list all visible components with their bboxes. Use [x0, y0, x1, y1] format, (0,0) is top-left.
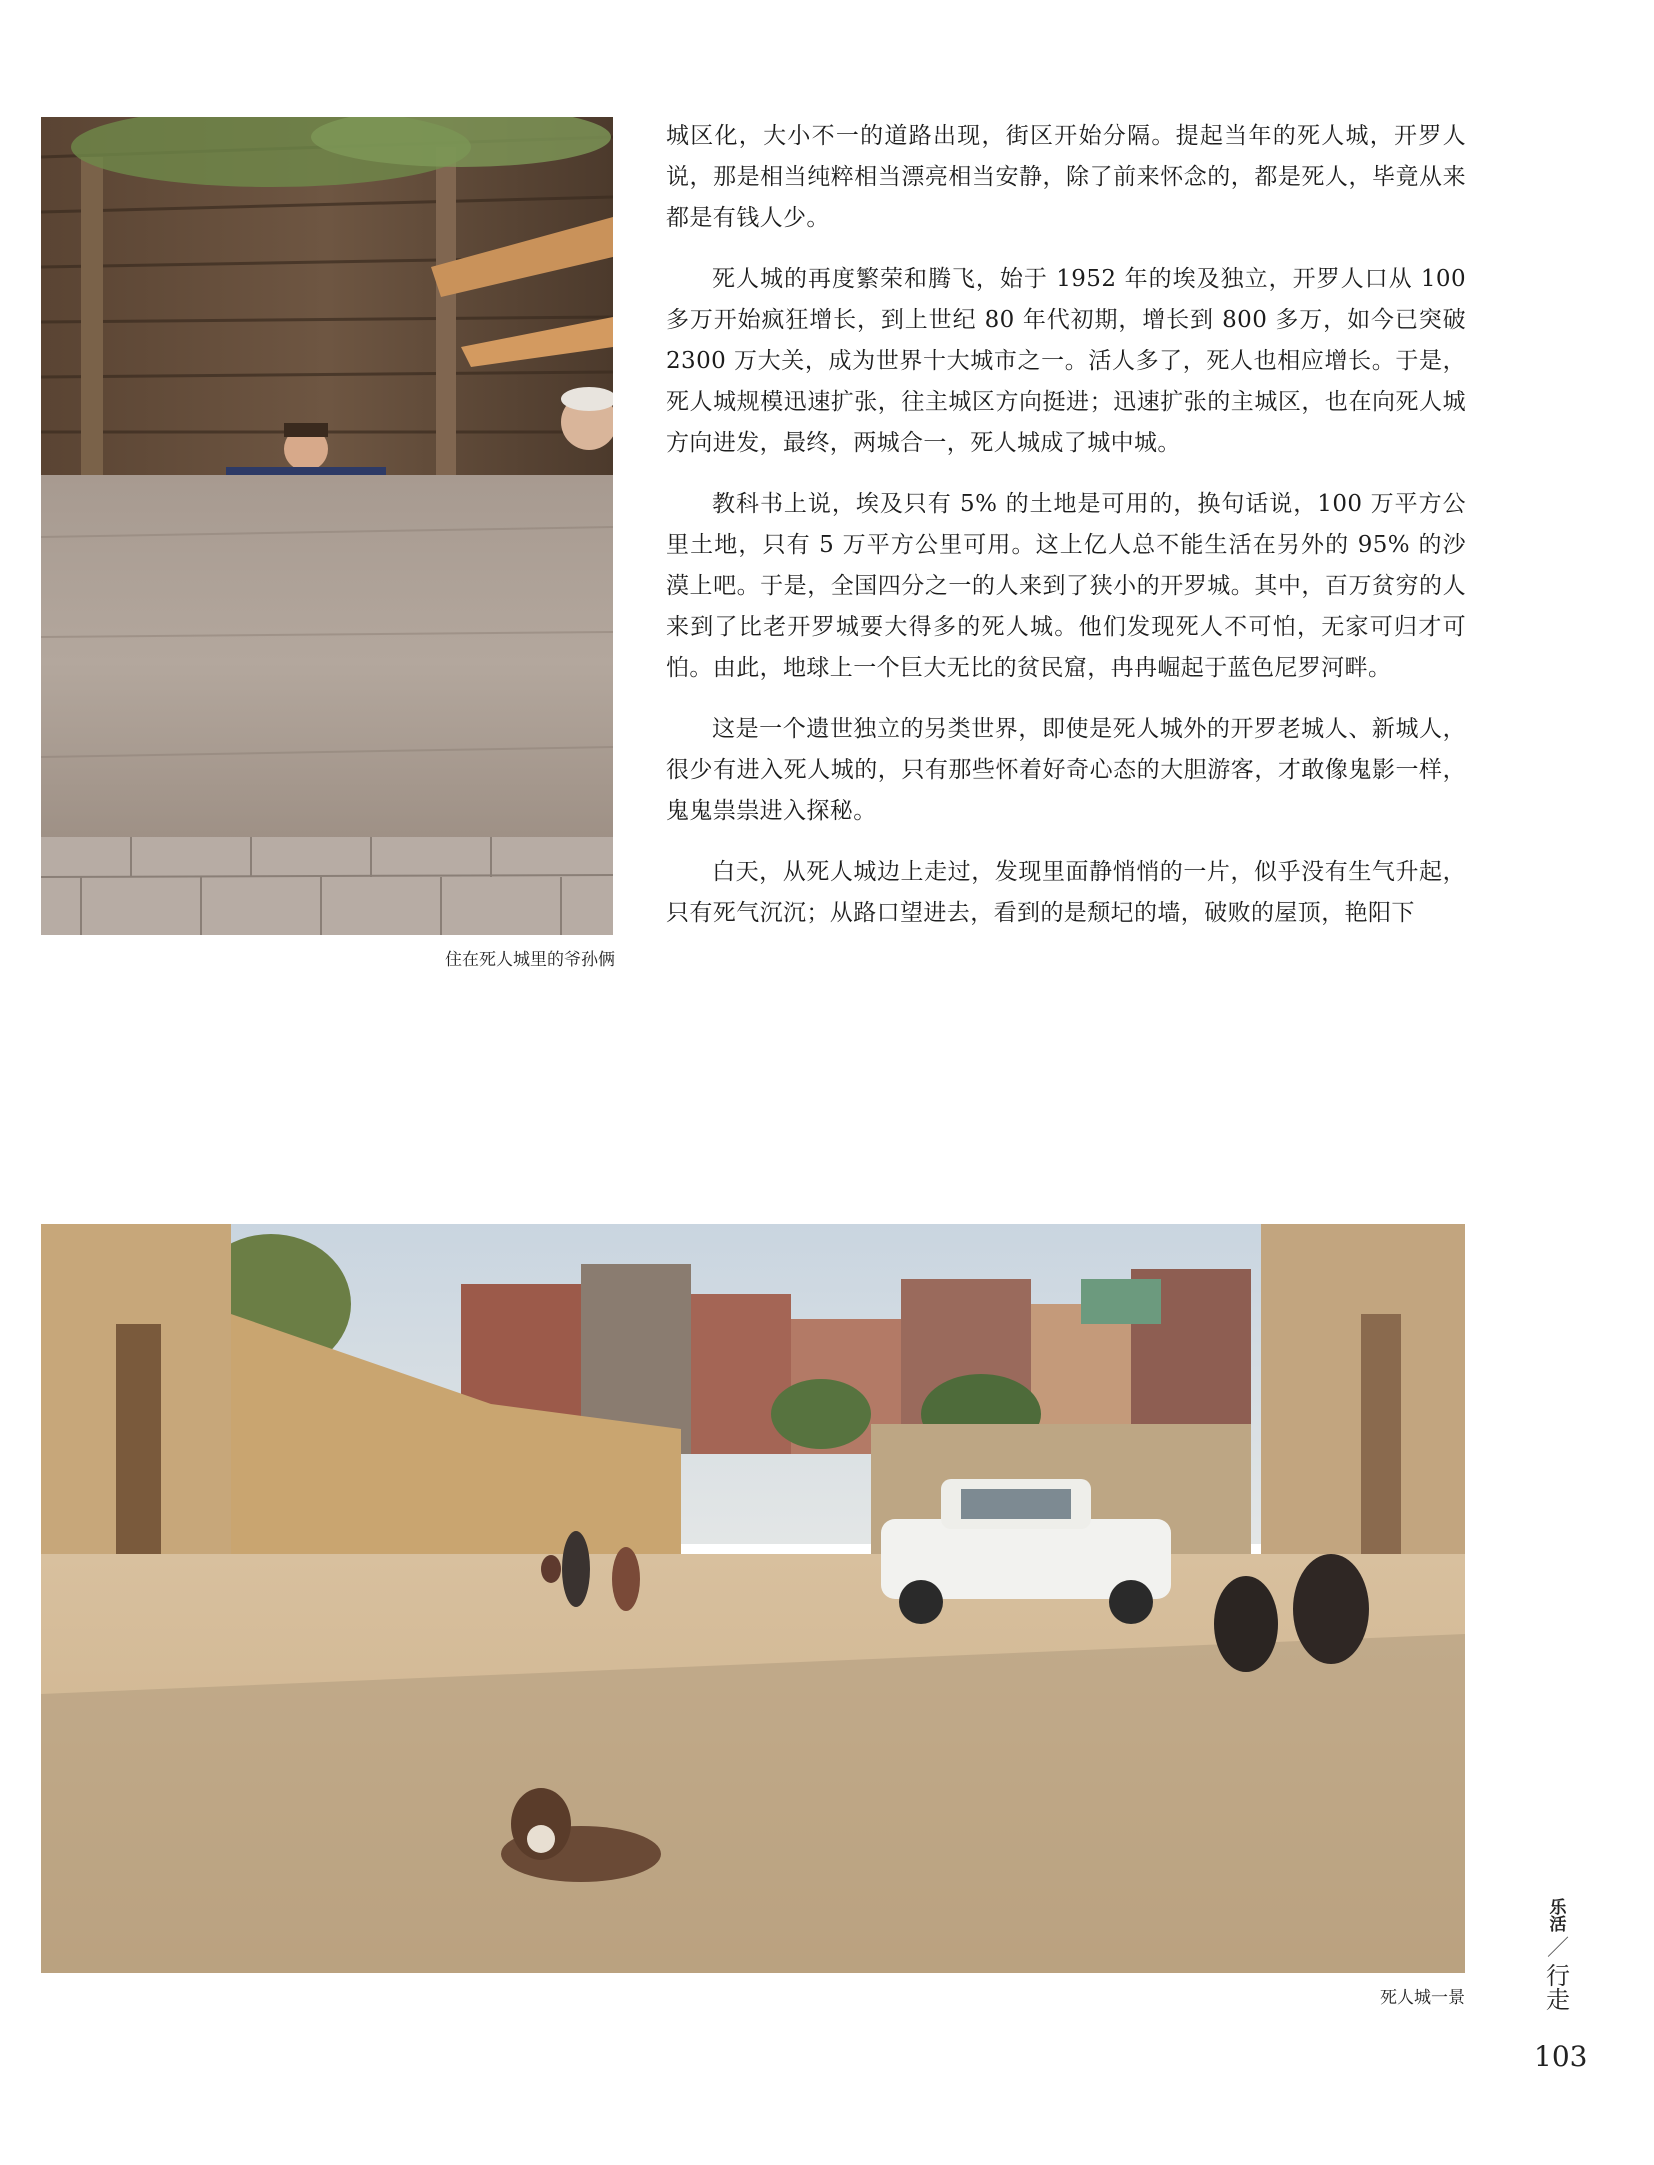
article-body [666, 116, 1466, 954]
paragraph: 这是一个遗世独立的另类世界，即使是死人城外的开罗老城人、新城人，很少有进入死人城的，只有那些怀着好奇心态的大胆游客，才敢像鬼影一样，鬼鬼祟祟进入探秘。 [666, 716, 1466, 824]
photo-city-of-dead-street [41, 1224, 1465, 1973]
paragraph: 白天，从死人城边上走过，发现里面静悄悄的一片，似乎没有生气升起，只有死气沉沉；从路口望进去，看到的是颓圮的墙，破败的屋顶，艳阳下 [666, 859, 1466, 926]
section-tag-part1: 乐 活 [1549, 1898, 1567, 1935]
section-tag [1538, 1900, 1578, 2012]
paragraph: 教科书上说，埃及只有 5% 的土地是可用的，换句话说，100 万平方公里土地，只有 5 万平方公里可用。这上亿人总不能生活在另外的 95% 的沙漠上吧。于是，全国四分之一的人来到了狭小的开罗城。其中，百万贫穷的人来到了比老开罗城要大得多的死人城。他们发现死人不可怕，无家可归才可怕。由此，地球上一个巨大无比的贫民窟，冉冉崛起于蓝色尼罗河畔。 [666, 491, 1466, 681]
paragraph: 死人城的再度繁荣和腾飞，始于 1952 年的埃及独立，开罗人口从 100 多万开始疯狂增长，到上世纪 80 年代初期，增长到 800 多万，如今已突破 2300 万大关，成为世界十大城市之一。活人多了，死人也相应增长。于是，死人城规模迅速扩张，往主城区方向挺进；迅速扩张的主城区，也在向死人城方向进发，最终，两城合一，死人城成了城中城。 [666, 266, 1466, 456]
section-tag-part2: 行 走 [1546, 1962, 1570, 2014]
section-tag-separator: ／ [1546, 1936, 1569, 1961]
photo-caption-bottom: 死人城一景 [1380, 1988, 1465, 2008]
page-number: 103 [1534, 2040, 1588, 2073]
photo-caption-top: 住在死人城里的爷孙俩 [445, 950, 615, 970]
photo-grandparent-grandchild [41, 117, 613, 935]
paragraph: 城区化，大小不一的道路出现，街区开始分隔。提起当年的死人城，开罗人说，那是相当纯粹相当漂亮相当安静，除了前来怀念的，都是死人，毕竟从来都是有钱人少。 [666, 123, 1466, 231]
